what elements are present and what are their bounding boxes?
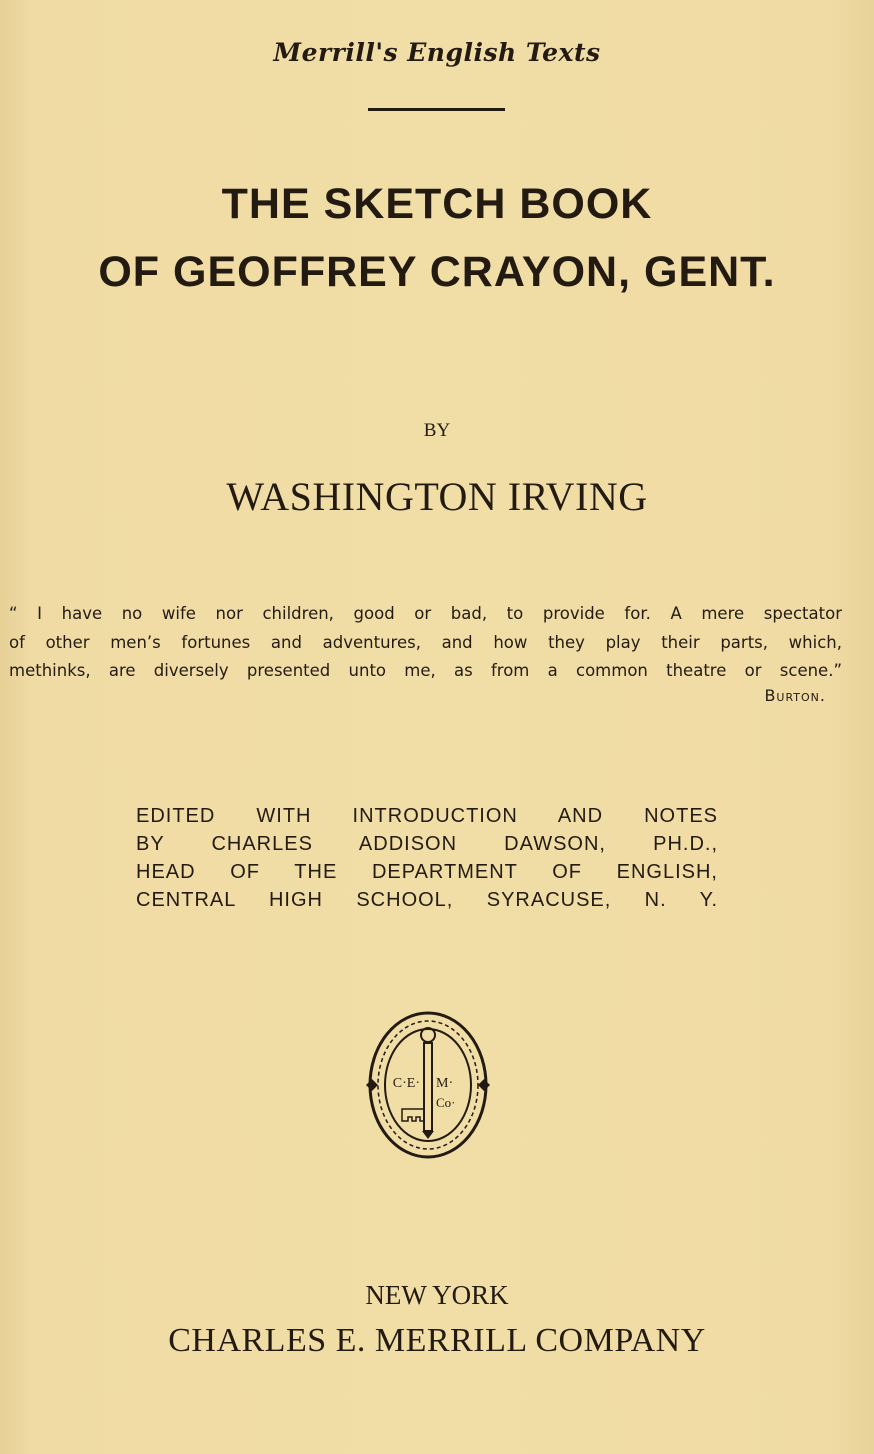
series-title: Merrill's English Texts	[273, 38, 601, 67]
publisher-name: CHARLES E. MERRILL COMPANY	[168, 1322, 706, 1359]
editor-credits	[136, 802, 718, 914]
seal-text-right2: Co·	[436, 1095, 456, 1110]
editor-line: EDITED WITH INTRODUCTION AND NOTES	[136, 805, 718, 827]
seal-text-right: M·	[436, 1076, 454, 1091]
epigraph	[9, 600, 842, 686]
editor-line: BY CHARLES ADDISON DAWSON, PH.D.,	[136, 833, 718, 855]
editor-line: HEAD OF THE DEPARTMENT OF ENGLISH,	[136, 861, 718, 883]
author-name: WASHINGTON IRVING	[226, 474, 648, 519]
epigraph-line: “ I have no wife nor children, good or bad, to provide for. A mere spectator	[9, 604, 842, 623]
epigraph-line: methinks, are diversely presented unto me, as from a common theatre or scene.”	[9, 661, 842, 680]
editor-line: CENTRAL HIGH SCHOOL, SYRACUSE, N. Y.	[136, 889, 718, 911]
divider-rule	[368, 108, 505, 111]
by-label: BY	[423, 420, 451, 441]
book-title-line-2: OF GEOFFREY CRAYON, GENT.	[98, 248, 776, 296]
epigraph-line: of other men’s fortunes and adventures, and how they play their parts, which,	[9, 632, 842, 652]
seal-text-left: C·E·	[392, 1076, 420, 1091]
publisher-seal-logo	[358, 1005, 498, 1165]
epigraph-attribution: Burton.	[764, 686, 826, 705]
publication-place: NEW YORK	[365, 1280, 509, 1310]
book-title-line-1: THE SKETCH BOOK	[221, 180, 653, 228]
